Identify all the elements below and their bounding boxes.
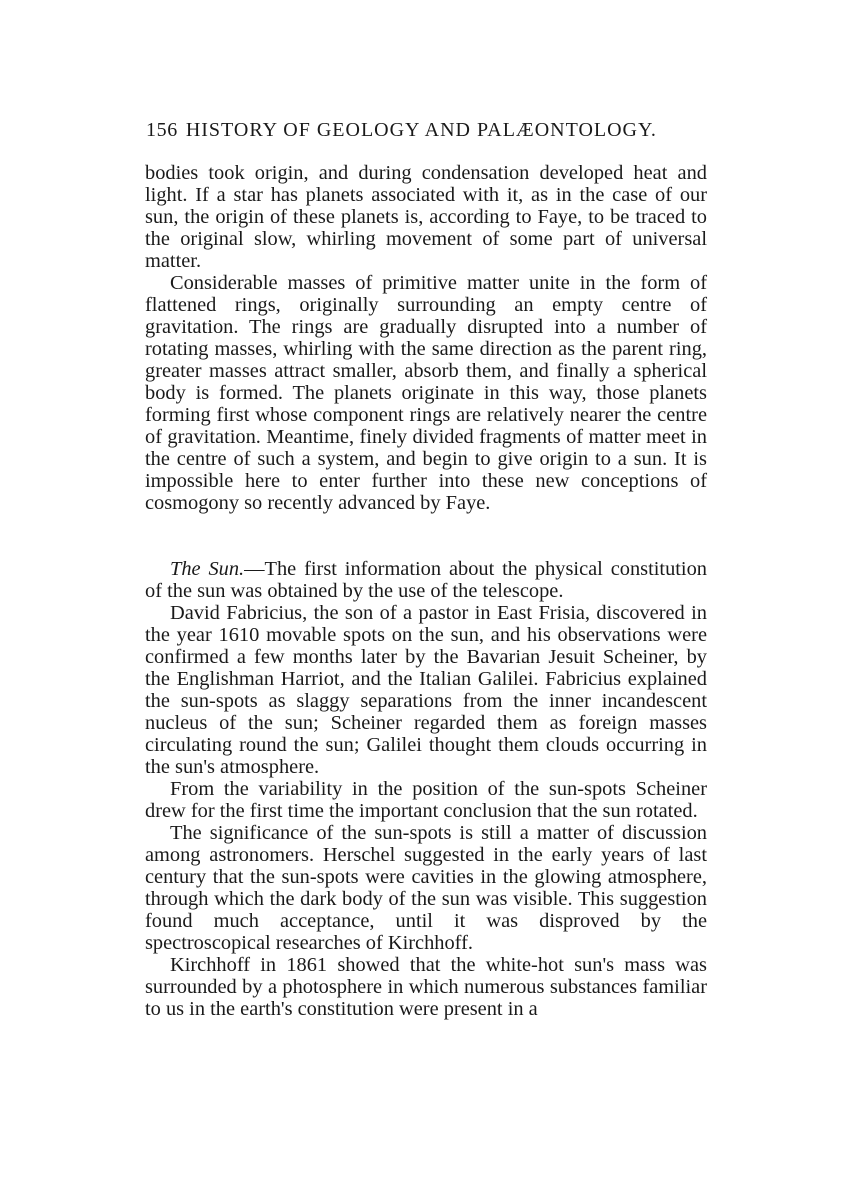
paragraph-kirchhoff: Kirchhoff in 1861 showed that the white-hot sun's mass was surrounded by a photosphere in which numerous substances familiar to us in the earth's constitution were present in a (145, 954, 707, 1020)
section-dash: — (244, 558, 265, 580)
paragraph-cosmogony: Considerable masses of primitive matter unite in the form of flattened rings, originally surrounding an empty centre of gravitation. The rings are gradually disrupted into a number of rotating masses, whirling with the same direction as the parent ring, greater masses attract smaller, absorb them, and finally a spherical body is formed. The planets originate in this way, those planets forming first whose component rings are relatively nearer the centre of gravitation. Meantime, finely divided fragments of matter meet in the centre of such a system, and begin to give origin to a sun. It is impossible here to enter further into these new conceptions of cosmogony so recently advanced by Faye. (145, 272, 707, 514)
section-intro-text: The first information about the physical constitution of the sun was obtained by the use of the telescope. (145, 558, 707, 602)
paragraph-fabricius: David Fabricius, the son of a pastor in East Frisia, discovered in the year 1610 movable spots on the sun, and his observations were confirmed a few months later by the Bavarian Jesuit Scheiner, by the Englishman Harriot, and the Italian Galilei. Fabricius explained the sun-spots as slaggy separations from the inner incandescent nucleus of the sun; Scheiner regarded them as foreign masses circulating round the sun; Galilei thought them clouds occurring in the sun's atmosphere. (145, 602, 707, 778)
section-sun-intro (145, 558, 707, 602)
running-title: HISTORY OF GEOLOGY AND PALÆONTOLOGY. (185, 119, 657, 141)
page-number: 156 (146, 119, 178, 141)
section-title: The Sun. (170, 558, 245, 580)
running-head (146, 118, 706, 142)
paragraph-continued: bodies took origin, and during condensation developed heat and light. If a star has planets associated with it, as in the case of our sun, the origin of these planets is, according to Faye, to be traced to the original slow, whirling movement of some part of universal matter. (145, 162, 707, 272)
paragraph-scheiner: From the variability in the position of the sun-spots Scheiner drew for the first time the important conclusion that the sun rotated. (145, 778, 707, 822)
body-text (145, 162, 707, 1020)
paragraph-herschel: The significance of the sun-spots is still a matter of discussion among astronomers. Herschel suggested in the early years of last century that the sun-spots were cavities in the glowing atmosphere, through which the dark body of the sun was visible. This suggestion found much acceptance, until it was disproved by the spectroscopical researches of Kirchhoff. (145, 822, 707, 954)
